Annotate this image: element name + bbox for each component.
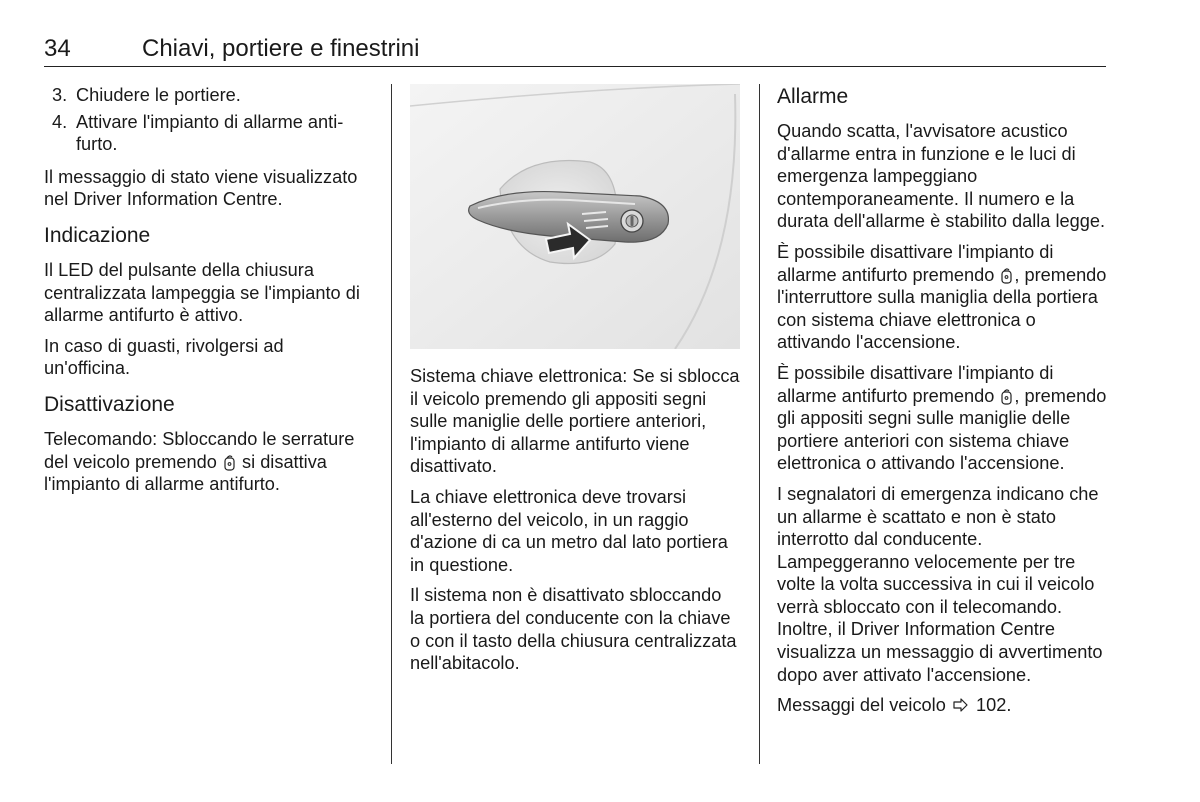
column-divider-left [391,84,392,764]
disattivazione-paragraph [44,428,372,496]
step-list [44,84,372,156]
door-handle-illustration [410,84,740,349]
unlock-key-icon [1001,267,1012,284]
reference-text[interactable]: Messaggi del veicolo [777,695,946,716]
text-segment: , premendo gli appositi segni sulle maniglie delle portiere anteriori con sistema chiave elettronica o attivando l'accensione. [777,385,1107,474]
status-message-paragraph: Il messaggio di stato viene visualizzato nel Driver Information Centre. [44,166,358,210]
indicazione-paragraph-1: Il LED del pulsante della chiusura centralizzata lampeggia se l'impianto di allarme antifurto è attivo. [44,259,360,326]
allarme-paragraph-3 [777,362,1107,475]
column-middle [410,84,740,683]
text-segment: È possibile disattivare l'impianto di allarme antifurto premendo [777,241,1054,285]
allarme-paragraph-1: Quando scatta, l'avvisatore acustico d'allarme entra in funzione e le luci di emergenza lampeggiano contemporaneamente. Il numero e la durata dell'allarme è stabilito dalla legge. [777,121,1106,232]
text-segment: , premendo l'interruttore sulla maniglia della portiera con sistema chiave elettronica o attivando l'accensione. [777,264,1107,353]
disattivazione-heading: Disattivazione [44,392,175,416]
text-segment: Telecomando: Sbloccando le serrature del veicolo premendo [44,428,355,472]
step-text: Chiudere le portiere. [76,85,241,105]
indicazione-paragraph-2: In caso di guasti, rivolgersi ad un'officina. [44,335,284,379]
allarme-paragraph-4: I segnalatori di emergenza indicano che un allarme è scattato e non è stato interrotto dal conducente. Lampeggeranno velocemente per tre volte la volta successiva in cui il veicolo verrà sbloccato con il telecomando. Inoltre, il Driver Information Centre visualizza un messaggio di avvertimento dopo aver attivato l'accensione. [777,483,1103,685]
column-divider-right [759,84,760,764]
step-item [44,84,372,107]
keyless-paragraph-3: Il sistema non è disattivato sbloccando la portiera del conducente con la chiave o con il tasto della chiusura centralizzata nell'abitacolo. [410,585,737,674]
unlock-key-icon [224,454,235,471]
allarme-heading: Allarme [777,85,849,108]
page-reference-arrow-icon [953,695,969,709]
allarme-paragraph-2 [777,241,1107,354]
page-reference[interactable] [777,694,1107,717]
text-segment: si disattiva l'impianto di allarme antifurto. [44,451,327,495]
chapter-title: Chiavi, portiere e finestrini [142,35,420,62]
page-header [44,34,1106,67]
step-number: 3. [52,85,68,105]
indicazione-heading: Indicazione [44,223,151,247]
page-number: 34 [44,35,71,62]
keyless-paragraph-2: La chiave elettronica deve trovarsi all'esterno del veicolo, in un raggio d'azione di ca un metro dal lato portiera in questione. [410,486,728,575]
column-left [44,84,372,504]
reference-page-number[interactable]: 102. [975,695,1012,716]
door-handle-drawing [410,84,740,349]
step-number: 4. [52,111,68,132]
column-right [777,84,1107,725]
step-item [44,111,372,156]
keyless-paragraph-1: Sistema chiave elettronica: Se si sblocca il veicolo premendo gli appositi segni sulle maniglie delle portiere anteriori, l'impianto di allarme antifurto viene disattivato. [410,366,740,477]
unlock-key-icon [1001,388,1012,405]
text-segment: È possibile disattivare l'impianto di allarme antifurto premendo [777,362,1054,406]
step-text: Attivare l'impianto di allarme anti-furto. [76,111,344,155]
